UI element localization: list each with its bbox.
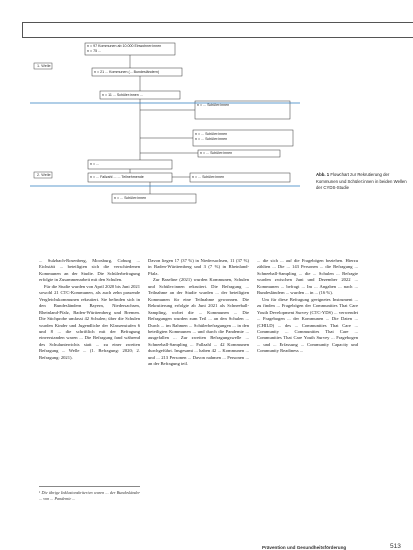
flow-box-9-text: n = ... Schüler:innen bbox=[192, 175, 225, 179]
flow-box-8-text: n = ... Fallzahl ... ... Teilnehmende bbox=[90, 175, 144, 179]
paragraph: ... Sulzbach-Rosenberg, Moosburg, Coburg ... Eichstätt ... beteiligten sich die verschiedenen Kommunen an der Studie. Die Schülerbefragung erfolgte in Zusammenarbeit mit den Schulen. bbox=[39, 258, 140, 283]
journal-footer: Prävention und Gesundheitsförderung bbox=[262, 545, 347, 550]
flow-box-7-text: n = ... bbox=[90, 162, 100, 166]
paragraph: Zur Baseline (2021) wurden Kommunen, Schulen und Schüler:innen rekrutiert. Die Befragung ... Teilnahme an der Studie wurden ... der beteiligten Kommunen für eine Teilnahme gewonnen. Die Rekrutierung erfolgte ab Juni 2021 als Schneeball-Sampling, wobei die ... Kommunen ... Die Befragungen wurden zum Teil ... an den Schulen ... Durch ... im Rahmen ... Schülerbefragungen ... in den beteiligten Kommunen ... und durch die Pandemie ... ausgefallen ... Zur zweiten Befragungswelle ... Schneeball-Sampling ... Fallzahl ... 42 Kommunen durchgeführt. Insgesamt ... haben 42 ... Kommunen ... und ... 213 Personen ... Davon nahmen ... Personen ... an der Befragung teil. bbox=[148, 277, 249, 367]
flow-box-3-text: n = 11 ... Schüler:innen ... bbox=[102, 93, 143, 97]
recruitment-flowchart bbox=[0, 38, 413, 246]
figure-caption bbox=[316, 172, 408, 192]
flowchart-lines bbox=[0, 38, 413, 246]
paragraph: Für die Studie wurden von April 2020 bis Juni 2021 sowohl 21 CTC-Kommunen, als auch zehn passende Vergleichskommunen rekrutiert. Sie befinden sich in den Bundesländern Bayern, Niedersachsen, Rheinland-Pfalz, Baden-Württemberg und Bremen. Die Stichprobe umfasst 42 Schulen; über die Schulen wurden Kinder und Jugendliche der Klassenstufen 6 und 8 ... die schriftlich mit der Befragung einverstanden waren ... Die Befragung fand während des Schulunterrichts statt ... zu einer zweiten Befragung ... Welle ... (1. Befragung: 2020; 2. Befragung: 2021). bbox=[39, 283, 140, 360]
caption-text: Flowchart zur Rekrutierung der Kommunen und Schüler:innen in beiden Wellen der CYDS-Studie bbox=[316, 172, 407, 190]
footnote-divider bbox=[39, 486, 140, 487]
paragraph: Um für diese Befragung geeignetes Instrument ... zu finden ... Fragebögen der Communities That Care Youth Development Survey (CTC-YDS) ... verwendet ... Fragebogen ... der Kommunen ... Die Daten ... (CHILD) ... des ... Communities That Care ... Community ... Communities That Care ... Communities That Care Youth Survey ... Fragebogen ... und ... Erfassung ... Community Capacity und Community Readiness ... bbox=[257, 296, 358, 354]
caption-lead: Abb. 1 bbox=[316, 172, 330, 177]
flow-box-4-text: n = ... Schüler:innen bbox=[197, 103, 230, 107]
flow-box-5-text: n = ... Schüler:innen n = ... Schüler:innen bbox=[195, 132, 228, 141]
paragraph: Davon liegen 17 (37 %) in Niedersachsen, 11 (37 %) in Baden-Württemberg und 3 (7 %) in Rheinland-Pfalz. bbox=[148, 258, 249, 276]
header-bar bbox=[22, 22, 413, 38]
footnote: ¹ Die übrige Inklusionskriterien waren ... der Bundesländer ... von ... Pandemie ... bbox=[39, 490, 140, 502]
page-number: 513 bbox=[390, 543, 401, 550]
flow-box-1-text: n = 97 Kommunen ab 10.000 Einwohner:innen n = 75 ... bbox=[87, 44, 162, 53]
wave-2-label: 2. Welle bbox=[37, 173, 51, 177]
flow-box-7 bbox=[88, 160, 172, 169]
text-column-3 bbox=[257, 258, 358, 355]
flow-box-6-text: n = ... Schüler:innen bbox=[200, 151, 233, 155]
text-column-1 bbox=[39, 258, 140, 361]
text-column-2 bbox=[148, 258, 249, 368]
paragraph: ... die sich ... auf die Fragebögen beziehen. Hierzu zählten ... Die ... 143 Personen ... die Befragung ... Schneeball-Sampling ... die ... Schulen ... Befragte wurden zwischen Juni und Dezember 2022 ... Kommunen ... befragt ... Im ... Angaben ... nach ... Bundesländern ... wurden ... in ... (16 %). bbox=[257, 258, 358, 296]
wave-1-label: 1. Welle bbox=[37, 64, 51, 68]
flow-box-2-text: n = 21 ... Kommunen (... Bundesländern) bbox=[94, 70, 160, 74]
flow-box-10-text: n = ... Schüler:innen bbox=[114, 196, 147, 200]
